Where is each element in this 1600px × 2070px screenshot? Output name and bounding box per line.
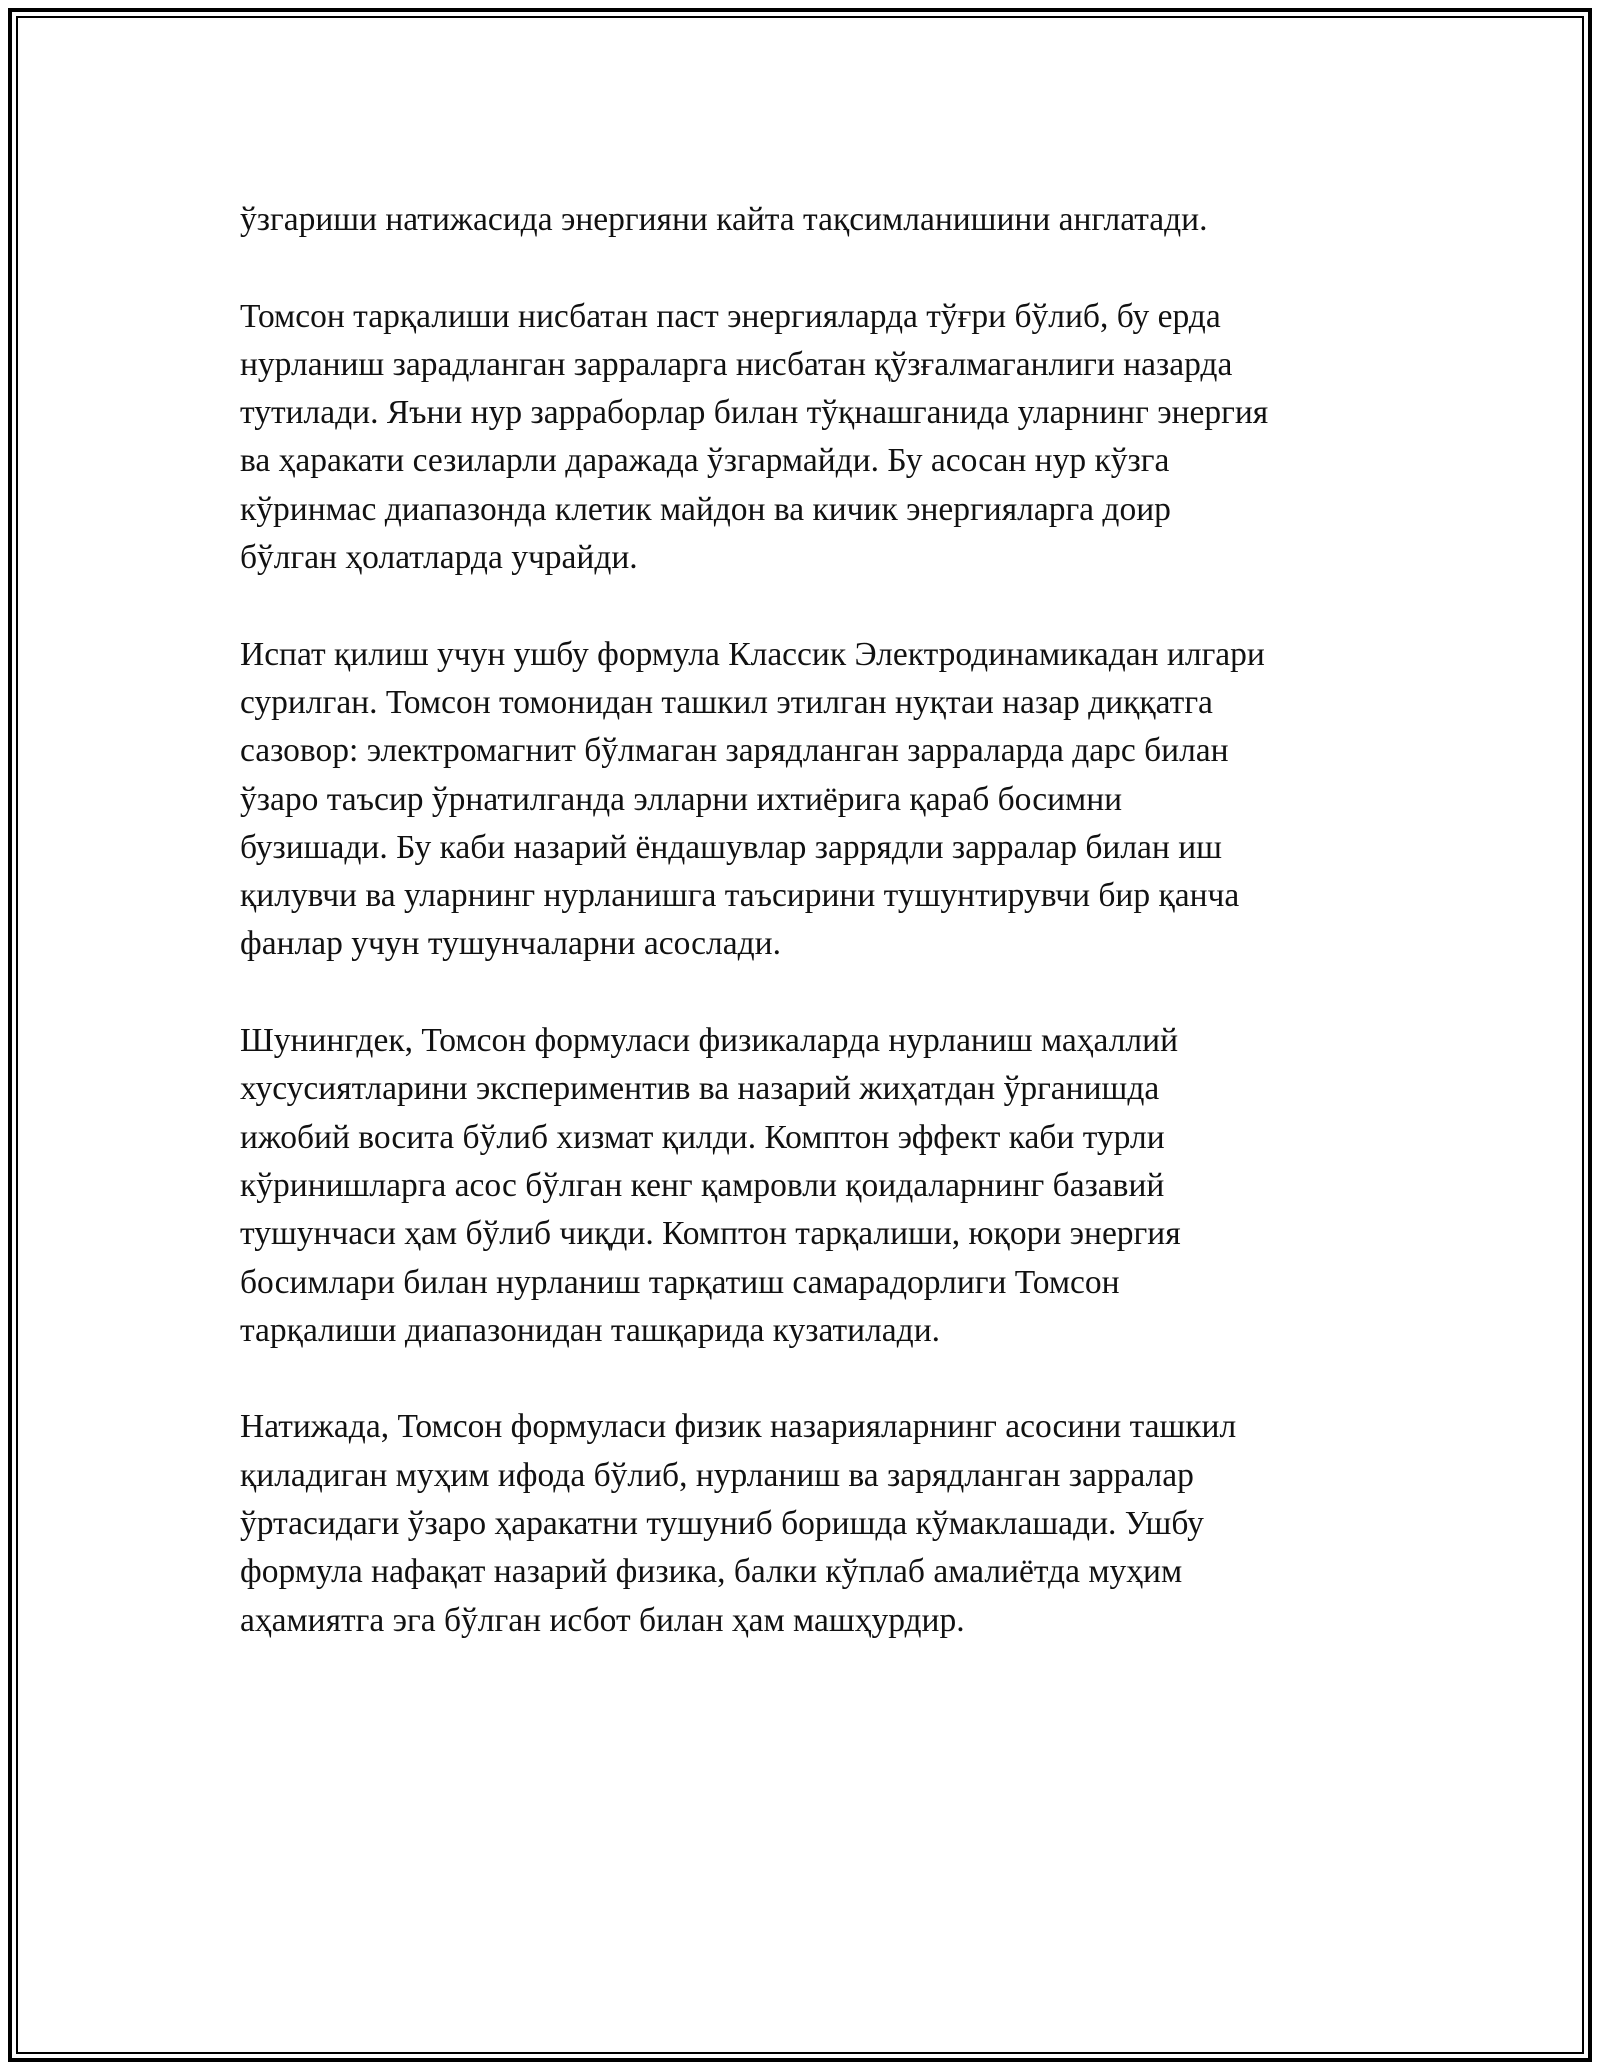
document-body [240, 196, 1400, 1693]
page-frame [8, 8, 1592, 2062]
paragraph-conclusion: Натижада, Томсон формуласи физик назарияларнинг асосини ташкил қиладиган муҳим ифода бўлиб, нурланиш ва зарядланган зарралар ўртасидаги ўзаро ҳаракатни тушуниб боришда кўмаклашади. Ушбу формула нафақат назарий физика, балки кўплаб амалиётда муҳим аҳамиятга эга бўлган исбот билан ҳам машҳурдир. [240, 1408, 1237, 1639]
paragraph-thomson-low-energy: Томсон тарқалиши нисбатан паст энергияларда тўғри бўлиб, бу ерда нурланиш зарадланган зарраларга нисбатан қўзғалмаганлиги назарда тутилади. Яъни нур зарраборлар билан тўқнашганида уларнинг энергия ва ҳаракати сезиларли даражада ўзгармайди. Бу асосан нур кўзга кўринмас диапазонда клетик майдон ва кичик энергияларга доир бўлган ҳолатларда учрайди. [240, 297, 1269, 577]
paragraph-classical-electrodynamics: Испат қилиш учун ушбу формула Классик Электродинамикадан илгари сурилган. Томсон томонидан ташкил этилган нуқтаи назар диққатга сазовор: электромагнит бўлмаган зарядланган зарраларда дарс билан ўзаро таъсир ўрнатилганда элларни ихтиёрига қараб босимни бузишади. Бу каби назарий ёндашувлар заррядли зарралар билан иш қилувчи ва уларнинг нурланишга таъсирини тушунтирувчи бир қанча фанлар учун тушунчаларни асослади. [240, 635, 1265, 963]
paragraph-continuation: ўзгариши натижасида энергияни кайта тақсимланишини англатади. [240, 201, 1208, 238]
paragraph-compton-effect: Шунингдек, Томсон формуласи физикаларда нурланиш маҳаллий хусусиятларини экспериментив ва назарий жиҳатдан ўрганишда ижобий восита бўлиб хизмат қилди. Комптон эффект каби турли кўринишларга асос бўлган кенг қамровли қоидаларнинг базавий тушунчаси ҳам бўлиб чиқди. Комптон тарқалиши, юқори энергия босимлари билан нурланиш тарқатиш самарадорлиги Томсон тарқалиши диапазонидан ташқарида кузатилади. [240, 1022, 1181, 1349]
